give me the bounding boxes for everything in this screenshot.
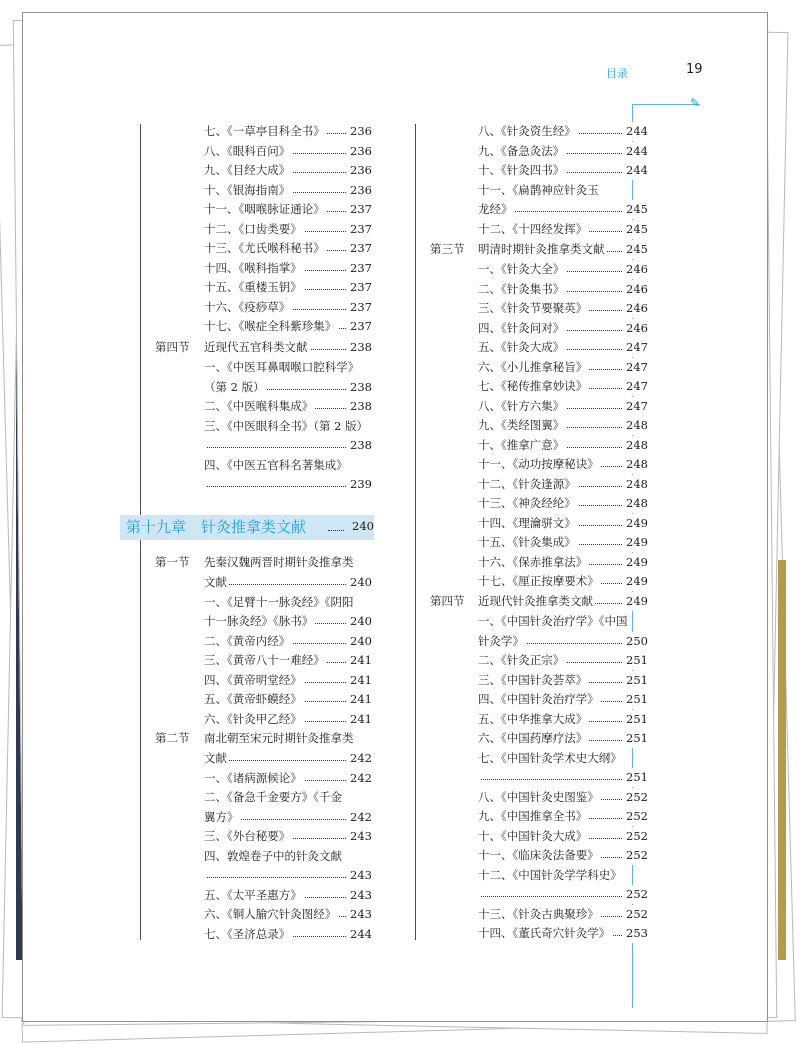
toc-entry[interactable] <box>478 632 648 651</box>
section-title[interactable] <box>204 553 372 572</box>
toc-entry-page: 251 <box>624 729 648 748</box>
section-label: 第四节 <box>430 594 465 608</box>
toc-entry-page: 248 <box>624 494 648 513</box>
toc-entry-page: 251 <box>624 768 648 787</box>
running-header-title: 目录 <box>606 67 628 80</box>
toc-entry[interactable] <box>478 866 648 885</box>
toc-entry-page: 249 <box>624 553 648 572</box>
toc-entry[interactable] <box>204 298 372 317</box>
toc-entry[interactable] <box>478 358 648 377</box>
page-number: 19 <box>686 62 703 77</box>
toc-entry-page: 244 <box>624 142 648 161</box>
toc-entry-title: 四、《黄帝明堂经》 <box>204 672 302 687</box>
toc-entry-title: 四、《中国针灸治疗学》 <box>478 692 599 706</box>
toc-entry-page: 245 <box>624 240 648 259</box>
toc-entry[interactable] <box>478 475 648 494</box>
toc-entry[interactable] <box>204 573 372 592</box>
toc-entry-title: 十二、《针灸逢源》 <box>478 476 576 491</box>
toc-entry-title: 十一、《动功按摩秘诀》 <box>478 457 599 471</box>
toc-entry[interactable] <box>204 769 372 788</box>
toc-entry-title: 十、《银海指南》 <box>204 182 291 197</box>
toc-entry-title: 明清时期针灸推拿类文献 <box>478 242 605 256</box>
section-title[interactable] <box>478 592 648 611</box>
toc-entry-title: 十一脉灸经》《脉书》 <box>204 614 314 628</box>
toc-entry-title: （第 2 版） <box>204 379 265 394</box>
toc-entry-title: 七、《圣济总录》 <box>204 926 291 941</box>
toc-entry[interactable] <box>204 925 372 944</box>
toc-entry[interactable] <box>204 612 372 631</box>
toc-entry-title: 六、《铜人腧穴针灸图经》 <box>204 907 337 921</box>
toc-entry-page: 251 <box>624 651 648 670</box>
toc-entry-page: 236 <box>348 181 372 200</box>
toc-entry-title: 二、《针灸正宗》 <box>478 653 565 667</box>
toc-entry-page: 237 <box>348 200 372 219</box>
toc-entry[interactable] <box>478 885 648 904</box>
toc-entry[interactable] <box>478 729 648 748</box>
toc-entry-title: 三、《中国针灸荟萃》 <box>478 672 588 687</box>
toc-entry[interactable] <box>204 161 372 180</box>
toc-entry[interactable] <box>204 358 372 377</box>
toc-entry-title: 十七、《厘正按摩要术》 <box>478 574 599 588</box>
toc-entry-page: 237 <box>348 278 372 297</box>
toc-entry[interactable] <box>204 905 372 924</box>
dot-leader <box>204 877 346 878</box>
toc-entry-title: 龙经》 <box>478 202 513 216</box>
toc-entry[interactable] <box>204 690 372 709</box>
toc-entry[interactable] <box>478 338 648 357</box>
toc-entry-title: 十七、《喉症全科紫珍集》 <box>204 319 337 333</box>
toc-entry-page: 236 <box>348 122 372 141</box>
toc-entry-page: 248 <box>624 475 648 494</box>
toc-entry-page: 242 <box>348 808 372 827</box>
toc-entry[interactable] <box>204 710 372 729</box>
toc-entry-page: 238 <box>348 338 372 357</box>
toc-entry[interactable] <box>478 181 648 200</box>
toc-entry-page: 237 <box>348 259 372 278</box>
toc-entry-page: 246 <box>624 280 648 299</box>
toc-entry[interactable] <box>204 417 372 436</box>
section-label: 第一节 <box>155 555 190 569</box>
toc-entry-title: 近现代针灸推拿类文献 <box>478 594 593 608</box>
toc-entry-title: 十二、《十四经发挥》 <box>478 221 588 236</box>
toc-entry[interactable] <box>204 593 372 612</box>
toc-entry-page: 237 <box>348 317 372 336</box>
toc-entry-title: 文献 <box>204 575 227 589</box>
toc-entry-title <box>204 477 206 491</box>
chapter-leader <box>328 530 344 531</box>
toc-entry-title: 十六、《疫痧草》 <box>204 299 291 314</box>
toc-entry-page: 237 <box>348 239 372 258</box>
toc-entry-page: 248 <box>624 416 648 435</box>
toc-entry[interactable] <box>478 788 648 807</box>
toc-entry-page: 246 <box>624 260 648 279</box>
toc-entry-page: 242 <box>348 769 372 788</box>
toc-entry[interactable] <box>478 553 648 572</box>
toc-entry-title: 二、《中医喉科集成》 <box>204 399 314 413</box>
toc-entry[interactable] <box>204 200 372 219</box>
toc-entry[interactable] <box>204 239 372 258</box>
toc-entry[interactable] <box>478 671 648 690</box>
toc-entry[interactable] <box>478 436 648 455</box>
toc-entry[interactable] <box>478 749 648 768</box>
chapter-title: 第十九章 针灸推拿类文献 <box>126 518 307 536</box>
toc-entry-title: 三、《黄帝八十一难经》 <box>204 653 325 667</box>
toc-entry-title: 五、《黄帝虾蟆经》 <box>204 692 302 706</box>
toc-entry[interactable] <box>204 788 372 807</box>
toc-entry-page: 243 <box>348 886 372 905</box>
toc-entry[interactable] <box>478 807 648 826</box>
toc-entry[interactable] <box>478 612 648 631</box>
toc-entry-page: 241 <box>348 651 372 670</box>
toc-entry[interactable] <box>204 278 372 297</box>
toc-entry-page: 249 <box>624 514 648 533</box>
toc-entry[interactable] <box>204 220 372 239</box>
toc-entry-page: 236 <box>348 161 372 180</box>
pen-icon: ✎ <box>690 96 701 110</box>
toc-entry-title: 十四、《理瀹骈文》 <box>478 515 576 530</box>
toc-entry-title: 一、《诸病源候论》 <box>204 770 302 785</box>
toc-entry-page: 239 <box>348 475 372 494</box>
toc-entry-title: 八、《中国针灸史图鉴》 <box>478 789 599 804</box>
toc-entry[interactable] <box>478 514 648 533</box>
toc-entry[interactable] <box>478 161 648 180</box>
toc-entry-title: 五、《太平圣惠方》 <box>204 887 302 902</box>
toc-entry-title: 一、《足臂十一脉灸经》《阴阳 <box>204 594 354 609</box>
toc-entry[interactable] <box>478 299 648 318</box>
toc-entry-page: 246 <box>624 299 648 318</box>
toc-entry-title: 十二、《口齿类要》 <box>204 221 302 236</box>
toc-entry-title: 十一、《扁鹊神应针灸玉 <box>478 182 599 197</box>
toc-entry[interactable] <box>478 533 648 552</box>
toc-entry-page: 241 <box>348 671 372 690</box>
toc-entry-title: 十、《推拿广意》 <box>478 437 565 452</box>
toc-entry-title: 近现代五官科类文献 <box>204 340 308 354</box>
toc-entry-title: 四、《中医五官科名著集成》 <box>204 457 348 472</box>
toc-entry-title: 十三、《尤氏喉科秘书》 <box>204 241 325 255</box>
toc-entry-page: 247 <box>624 377 648 396</box>
toc-entry-title: 八、《针灸资生经》 <box>478 124 576 138</box>
toc-entry-page: 247 <box>624 358 648 377</box>
toc-entry[interactable] <box>204 317 372 336</box>
toc-entry-title: 先秦汉魏两晋时期针灸推拿类 <box>204 555 354 569</box>
toc-entry-page: 238 <box>348 397 372 416</box>
toc-entry-page: 240 <box>348 612 372 631</box>
toc-entry[interactable] <box>204 142 372 161</box>
toc-entry-page: 238 <box>348 436 372 455</box>
toc-entry-title: 六、《中国药摩疗法》 <box>478 731 588 745</box>
toc-entry[interactable] <box>204 749 372 768</box>
toc-entry[interactable] <box>204 671 372 690</box>
toc-entry-page: 236 <box>348 142 372 161</box>
toc-entry-title: 一、《针灸大全》 <box>478 262 565 276</box>
toc-entry-title: 十一、《咽喉脉证通论》 <box>204 202 325 216</box>
toc-entry-page: 253 <box>624 924 648 943</box>
toc-entry-title <box>478 887 480 901</box>
toc-entry[interactable] <box>478 455 648 474</box>
toc-entry-title: 十五、《重楼玉钥》 <box>204 280 302 294</box>
toc-entry-title: 二、《针灸集书》 <box>478 281 565 296</box>
dot-leader <box>204 486 346 487</box>
toc-entry[interactable] <box>478 142 648 161</box>
toc-entry-title: 十、《中国针灸大成》 <box>478 828 588 843</box>
toc-entry[interactable] <box>478 220 648 239</box>
toc-entry[interactable] <box>204 827 372 846</box>
toc-entry[interactable] <box>204 808 372 827</box>
toc-entry-title: 九、《类经图翼》 <box>478 418 565 432</box>
toc-entry-title: 南北朝至宋元时期针灸推拿类 <box>204 731 354 745</box>
chapter-page: 240 <box>352 519 374 533</box>
toc-entry-title <box>478 770 480 784</box>
toc-entry-title <box>204 438 206 452</box>
toc-entry-title: 五、《针灸大成》 <box>478 340 565 354</box>
toc-entry-title: 九、《备急灸法》 <box>478 143 565 158</box>
toc-entry-page: 252 <box>624 885 648 904</box>
section-title[interactable] <box>204 338 372 357</box>
dot-leader <box>204 447 346 448</box>
toc-entry-page: 241 <box>348 710 372 729</box>
toc-entry[interactable] <box>478 924 648 943</box>
middle-column-rule <box>415 124 416 940</box>
toc-entry[interactable] <box>478 260 648 279</box>
toc-entry-title: 四、《针灸问对》 <box>478 320 565 335</box>
toc-entry-page: 251 <box>624 671 648 690</box>
section-label: 第四节 <box>155 340 190 354</box>
toc-entry-page: 238 <box>348 378 372 397</box>
book-edge-gold <box>778 560 786 960</box>
toc-entry-title: 文献 <box>204 751 227 765</box>
toc-entry-title: 二、《备急千金要方》《千金 <box>204 790 342 804</box>
toc-entry-page: 244 <box>348 925 372 944</box>
toc-entry-title: 八、《针方六集》 <box>478 398 565 413</box>
section-title[interactable] <box>204 729 372 748</box>
toc-entry[interactable] <box>478 397 648 416</box>
toc-entry-title: 七、《秘传推拿妙诀》 <box>478 379 588 393</box>
toc-entry-title: 十二、《中国针灸学学科史》 <box>478 867 622 882</box>
dot-leader <box>478 779 622 780</box>
toc-entry-title: 六、《针灸甲乙经》 <box>204 711 302 726</box>
toc-entry[interactable] <box>204 181 372 200</box>
toc-entry[interactable] <box>204 436 372 455</box>
toc-entry[interactable] <box>478 827 648 846</box>
toc-entry[interactable] <box>478 846 648 865</box>
toc-entry-title: 三、《中医眼科全书》（第 2 版） <box>204 418 369 433</box>
dot-leader <box>478 896 622 897</box>
toc-entry[interactable] <box>204 847 372 866</box>
toc-entry[interactable] <box>478 768 648 787</box>
toc-entry-title: 十四、《董氏奇穴针灸学》 <box>478 926 611 940</box>
toc-entry-page: 249 <box>624 533 648 552</box>
toc-entry-page: 252 <box>624 827 648 846</box>
toc-entry-page: 246 <box>624 319 648 338</box>
toc-entry[interactable] <box>204 122 372 141</box>
toc-entry-page: 250 <box>624 632 648 651</box>
toc-entry-title: 一、《中国针灸治疗学》《中国 <box>478 614 628 628</box>
toc-entry-page: 243 <box>348 905 372 924</box>
toc-entry-title: 十一、《临床灸法备要》 <box>478 848 599 862</box>
toc-entry-page: 245 <box>624 200 648 219</box>
toc-entry-title: 十、《针灸四书》 <box>478 163 565 177</box>
toc-entry-page: 243 <box>348 827 372 846</box>
toc-entry-page: 240 <box>348 573 372 592</box>
toc-entry-title: 五、《中华推拿大成》 <box>478 711 588 726</box>
toc-entry-title: 十四、《喉科指掌》 <box>204 260 302 275</box>
toc-entry-title: 九、《目经大成》 <box>204 163 291 177</box>
toc-entry-page: 252 <box>624 846 648 865</box>
toc-entry-page: 251 <box>624 690 648 709</box>
toc-entry-title: 六、《小儿推拿秘旨》 <box>478 359 588 374</box>
section-label: 第三节 <box>430 242 465 256</box>
toc-entry-page: 251 <box>624 710 648 729</box>
toc-entry-page: 249 <box>624 572 648 591</box>
toc-entry[interactable] <box>478 200 648 219</box>
toc-entry[interactable] <box>478 690 648 709</box>
toc-entry-title <box>204 868 206 882</box>
toc-entry[interactable] <box>204 475 372 494</box>
toc-entry[interactable] <box>204 456 372 475</box>
toc-entry[interactable] <box>478 122 648 141</box>
toc-entry[interactable] <box>478 494 648 513</box>
toc-entry-page: 244 <box>624 161 648 180</box>
toc-entry-title: 十三、《针灸古典聚珍》 <box>478 906 599 921</box>
toc-entry[interactable] <box>204 651 372 670</box>
toc-entry-page: 240 <box>348 632 372 651</box>
toc-entry-title: 翼方》 <box>204 809 239 824</box>
toc-entry-page: 244 <box>624 122 648 141</box>
toc-entry[interactable] <box>204 886 372 905</box>
toc-entry[interactable] <box>204 397 372 416</box>
toc-entry-page: 242 <box>348 749 372 768</box>
toc-entry-page: 237 <box>348 298 372 317</box>
toc-entry-page: 247 <box>624 397 648 416</box>
toc-entry-page: 248 <box>624 436 648 455</box>
toc-entry[interactable] <box>204 866 372 885</box>
toc-entry-page: 249 <box>624 592 648 611</box>
toc-entry[interactable] <box>478 572 648 591</box>
toc-entry[interactable] <box>478 905 648 924</box>
toc-entry[interactable] <box>204 632 372 651</box>
toc-entry-title: 十三、《神灸经纶》 <box>478 496 576 510</box>
toc-entry[interactable] <box>204 378 372 397</box>
toc-entry-page: 241 <box>348 690 372 709</box>
toc-entry-page: 245 <box>624 220 648 239</box>
toc-entry-page: 252 <box>624 807 648 826</box>
toc-entry-title: 七、《一草亭目科全书》 <box>204 124 325 138</box>
toc-entry-title: 十六、《保赤推拿法》 <box>478 554 588 569</box>
toc-entry-title: 三、《外台秘要》 <box>204 829 291 843</box>
section-label: 第二节 <box>155 731 190 745</box>
toc-entry[interactable] <box>478 710 648 729</box>
toc-entry-title: 四、敦煌卷子中的针灸文献 <box>204 848 342 863</box>
toc-entry[interactable] <box>478 280 648 299</box>
toc-entry-page: 252 <box>624 905 648 924</box>
toc-entry-title: 针灸学》 <box>478 633 524 648</box>
toc-entry-page: 243 <box>348 866 372 885</box>
toc-entry-page: 248 <box>624 455 648 474</box>
toc-entry-title: 二、《黄帝内经》 <box>204 633 291 648</box>
toc-entry-title: 九、《中国推拿全书》 <box>478 809 588 823</box>
toc-entry-page: 252 <box>624 788 648 807</box>
toc-entry-title: 十五、《针灸集成》 <box>478 535 576 549</box>
toc-entry-page: 237 <box>348 220 372 239</box>
toc-entry-title: 七、《中国针灸学术史大纲》 <box>478 750 622 765</box>
toc-entry-title: 八、《眼科百问》 <box>204 143 291 158</box>
section-title[interactable] <box>478 240 648 259</box>
toc-entry[interactable] <box>478 377 648 396</box>
toc-entry-title: 三、《针灸节要聚英》 <box>478 301 588 315</box>
toc-entry-page: 247 <box>624 338 648 357</box>
toc-entry-title: 一、《中医耳鼻咽喉口腔科学》 <box>204 360 360 374</box>
toc-entry[interactable] <box>204 259 372 278</box>
toc-entry[interactable] <box>478 651 648 670</box>
toc-entry[interactable] <box>478 319 648 338</box>
toc-entry[interactable] <box>478 416 648 435</box>
